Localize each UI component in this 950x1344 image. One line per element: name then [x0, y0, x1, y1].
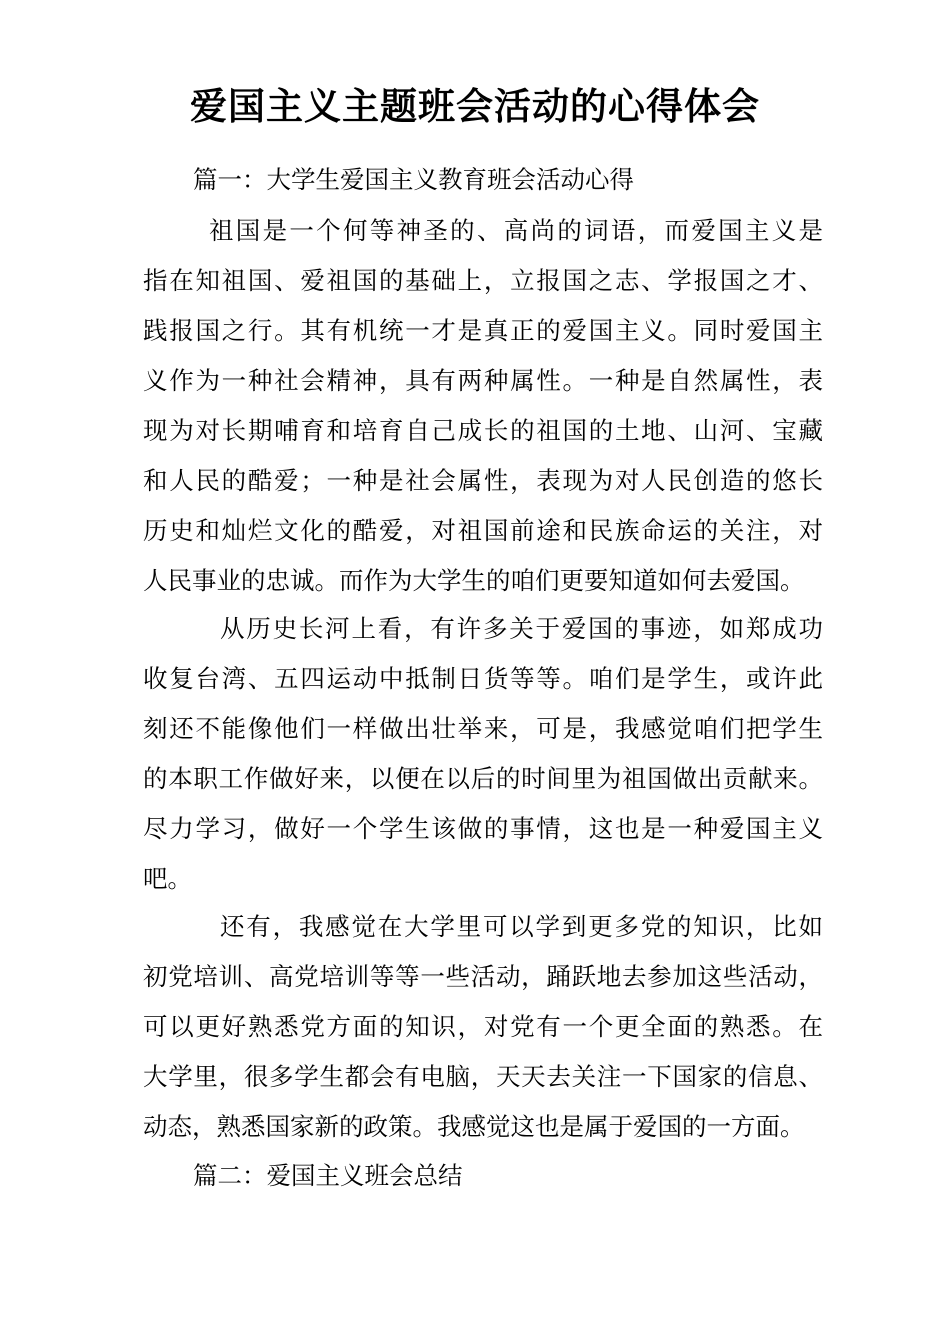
document-title: 爱国主义主题班会活动的心得体会: [190, 85, 760, 128]
paragraph-line: 的本职工作做好来，以便在以后的时间里为祖国做出贡献来。: [143, 764, 823, 793]
paragraph-line: 可以更好熟悉党方面的知识，对党有一个更全面的熟悉。在: [143, 1012, 823, 1041]
paragraph-line: 历史和灿烂文化的酷爱，对祖国前途和民族命运的关注，对: [143, 516, 823, 545]
paragraph-line: 指在知祖国、爱祖国的基础上，立报国之志、学报国之才、: [143, 266, 823, 295]
paragraph-line: 大学里，很多学生都会有电脑，天天去关注一下国家的信息、: [143, 1062, 823, 1091]
paragraph-line: 动态，熟悉国家新的政策。我感觉这也是属于爱国的一方面。: [143, 1112, 805, 1141]
section-heading-2: 篇二：爱国主义班会总结: [193, 1161, 463, 1190]
paragraph-line: 尽力学习，做好一个学生该做的事情，这也是一种爱国主义: [143, 814, 823, 843]
paragraph-line: 现为对长期哺育和培育自己成长的祖国的土地、山河、宝藏: [143, 416, 823, 445]
paragraph-2: [143, 604, 823, 904]
paragraph-line: 践报国之行。其有机统一才是真正的爱国主义。同时爱国主: [143, 316, 823, 345]
paragraph-line: 从历史长河上看，有许多关于爱国的事迹，如郑成功: [220, 614, 823, 643]
section-heading-1: 篇一：大学生爱国主义教育班会活动心得: [193, 165, 634, 194]
paragraph-line: 收复台湾、五四运动中抵制日货等等。咱们是学生，或许此: [143, 664, 823, 693]
paragraph-1: [143, 206, 823, 606]
paragraph-line: 吧。: [143, 864, 192, 893]
paragraph-line: 祖国是一个何等神圣的、高尚的词语，而爱国主义是: [209, 216, 823, 245]
paragraph-line: 人民事业的忠诚。而作为大学生的咱们更要知道如何去爱国。: [143, 566, 805, 595]
paragraph-line: 初党培训、高党培训等等一些活动，踊跃地去参加这些活动，: [143, 962, 823, 991]
paragraph-line: 还有，我感觉在大学里可以学到更多党的知识，比如: [220, 912, 823, 941]
paragraph-3: [143, 902, 823, 1152]
paragraph-line: 义作为一种社会精神，具有两种属性。一种是自然属性，表: [143, 366, 823, 395]
paragraph-line: 和人民的酷爱；一种是社会属性，表现为对人民创造的悠长: [143, 466, 823, 495]
paragraph-line: 刻还不能像他们一样做出壮举来，可是，我感觉咱们把学生: [143, 714, 823, 743]
